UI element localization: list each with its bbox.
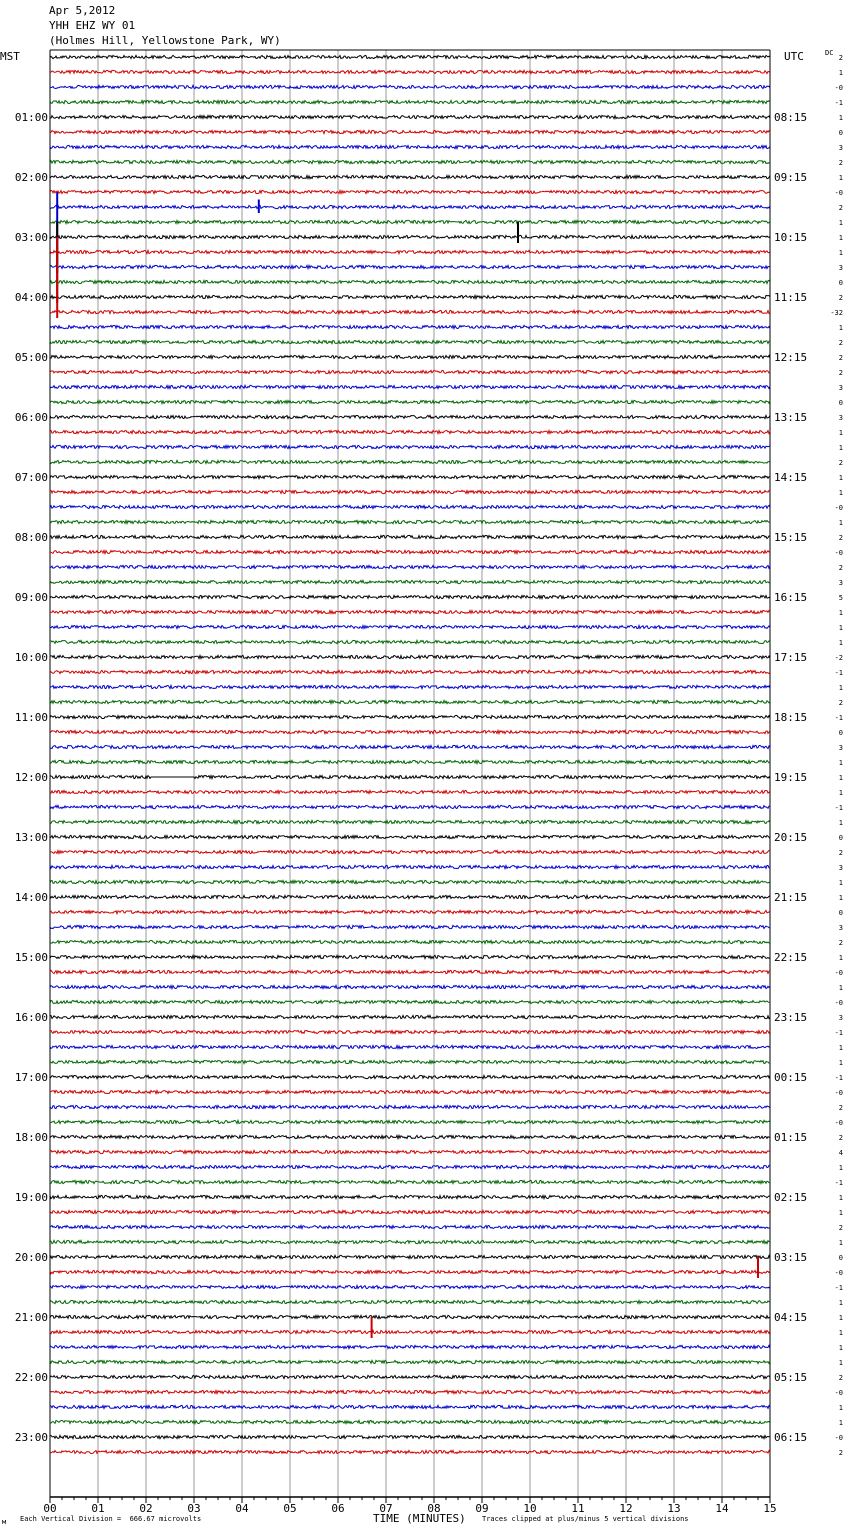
trace-line — [50, 1150, 770, 1153]
dc-offset-value: -1 — [834, 669, 843, 677]
dc-offset-value: -0 — [834, 1269, 843, 1277]
x-tick-label: 10 — [523, 1502, 537, 1515]
scale-note: Each Vertical Division = 666.67 microvolts — [20, 1515, 202, 1523]
hour-label-utc: 08:15 — [774, 111, 808, 124]
dc-offset-value: 2 — [838, 54, 843, 62]
hour-label-local: 07:00 — [14, 471, 48, 484]
trace-line — [50, 1435, 770, 1438]
trace-line — [50, 70, 770, 73]
trace-line — [50, 1105, 770, 1108]
dc-offset-value: 2 — [838, 1449, 843, 1457]
trace-line — [50, 520, 770, 523]
hour-label-utc: 18:15 — [774, 711, 808, 724]
trace-line — [50, 1045, 770, 1048]
dc-offset-value: 1 — [838, 234, 843, 242]
dc-offset-value: 1 — [838, 639, 843, 647]
trace-line — [50, 430, 770, 433]
dc-offset-value: 2 — [838, 849, 843, 857]
trace-line — [50, 205, 770, 208]
dc-offset-value: -0 — [834, 1119, 843, 1127]
dc-offset-value: 1 — [838, 759, 843, 767]
trace-line — [50, 250, 770, 253]
x-tick-label: 12 — [619, 1502, 633, 1515]
dc-offset-value: -0 — [834, 1389, 843, 1397]
hour-label-utc: 06:15 — [774, 1431, 808, 1444]
dc-offset-value: 1 — [838, 69, 843, 77]
dc-offset-value: -1 — [834, 804, 843, 812]
dc-offset-value: 0 — [838, 729, 843, 737]
dc-offset-value: -0 — [834, 969, 843, 977]
trace-line — [50, 670, 770, 673]
dc-offset-value: 1 — [838, 1059, 843, 1067]
dc-offset-value: 1 — [838, 249, 843, 257]
dc-offset-value: 3 — [838, 579, 843, 587]
hour-label-local: 02:00 — [14, 171, 48, 184]
dc-offset-value: 3 — [838, 1014, 843, 1022]
trace-line — [50, 1180, 770, 1183]
trace-line — [50, 610, 770, 613]
dc-offset-value: 0 — [838, 279, 843, 287]
trace-line — [50, 625, 770, 628]
trace-line — [50, 640, 770, 643]
station-code: YHH EHZ WY 01 — [49, 19, 136, 32]
hour-label-utc: 13:15 — [774, 411, 808, 424]
trace-line — [50, 1405, 770, 1408]
dc-offset-value: 1 — [838, 174, 843, 182]
trace-line — [50, 775, 770, 778]
dc-offset-value: 1 — [838, 474, 843, 482]
trace-line — [50, 1420, 770, 1423]
dc-offset-value: -1 — [834, 1074, 843, 1082]
trace-line — [50, 1375, 770, 1378]
hour-label-local: 18:00 — [14, 1131, 48, 1144]
trace-line — [50, 1360, 770, 1363]
dc-offset-value: 3 — [838, 924, 843, 932]
trace-line — [50, 505, 770, 508]
x-tick-label: 05 — [283, 1502, 297, 1515]
dc-offset-value: 2 — [838, 459, 843, 467]
x-tick-label: 15 — [763, 1502, 777, 1515]
hour-label-utc: 11:15 — [774, 291, 808, 304]
dc-offset-value: 1 — [838, 684, 843, 692]
clip-note: Traces clipped at plus/minus 5 vertical divisions — [482, 1515, 689, 1523]
dc-offset-value: -2 — [834, 654, 843, 662]
hour-label-local: 06:00 — [14, 411, 48, 424]
trace-line — [50, 220, 770, 223]
trace-line — [50, 1120, 770, 1123]
hour-label-local: 09:00 — [14, 591, 48, 604]
trace-line — [50, 880, 770, 883]
trace-line — [50, 1240, 770, 1243]
trace-line — [50, 970, 770, 973]
hour-label-utc: 15:15 — [774, 531, 808, 544]
hour-label-local: 10:00 — [14, 651, 48, 664]
dc-offset-value: 3 — [838, 864, 843, 872]
trace-line — [50, 760, 770, 763]
hour-label-utc: 21:15 — [774, 891, 808, 904]
dc-offset-value: -1 — [834, 714, 843, 722]
dc-offset-value: 2 — [838, 339, 843, 347]
trace-line — [50, 940, 770, 943]
trace-line — [50, 1450, 770, 1453]
dc-offset-value: 0 — [838, 1254, 843, 1262]
dc-offset-value: -0 — [834, 1089, 843, 1097]
dc-offset-value: 1 — [838, 879, 843, 887]
dc-offset-value: 4 — [838, 1149, 843, 1157]
x-tick-label: 07 — [379, 1502, 393, 1515]
trace-line — [50, 1090, 770, 1093]
logo-mark: м — [2, 1518, 7, 1526]
hour-label-utc: 01:15 — [774, 1131, 808, 1144]
x-axis-title: TIME (MINUTES) — [373, 1512, 466, 1525]
hour-label-utc: 10:15 — [774, 231, 808, 244]
dc-offset-value: -0 — [834, 1434, 843, 1442]
dc-offset-value: 2 — [838, 564, 843, 572]
station-location: (Holmes Hill, Yellowstone Park, WY) — [49, 34, 281, 47]
hour-label-local: 04:00 — [14, 291, 48, 304]
hour-label-utc: 12:15 — [774, 351, 808, 364]
x-tick-label: 03 — [187, 1502, 201, 1515]
trace-line — [50, 280, 770, 283]
hour-label-utc: 22:15 — [774, 951, 808, 964]
dc-offset-value: 2 — [838, 1104, 843, 1112]
trace-line — [50, 1195, 770, 1198]
dc-offset-value: -32 — [830, 309, 843, 317]
dc-offset-value: -0 — [834, 189, 843, 197]
dc-offset-value: 2 — [838, 1224, 843, 1232]
dc-offset-value: 2 — [838, 354, 843, 362]
trace-line — [50, 1165, 770, 1168]
hour-label-local: 11:00 — [14, 711, 48, 724]
dc-offset-value: 2 — [838, 939, 843, 947]
hour-label-utc: 14:15 — [774, 471, 808, 484]
trace-line — [50, 325, 770, 328]
x-tick-label: 00 — [43, 1502, 57, 1515]
dc-offset-header: DC — [825, 49, 834, 57]
dc-offset-value: 1 — [838, 519, 843, 527]
dc-offset-value: -1 — [834, 1284, 843, 1292]
trace-line — [50, 85, 770, 88]
trace-line — [50, 1075, 770, 1078]
dc-offset-value: 1 — [838, 954, 843, 962]
dc-offset-value: 1 — [838, 1404, 843, 1412]
dc-offset-value: -0 — [834, 999, 843, 1007]
hour-label-local: 14:00 — [14, 891, 48, 904]
x-tick-label: 01 — [91, 1502, 105, 1515]
hour-label-local: 03:00 — [14, 231, 48, 244]
hour-label-local: 15:00 — [14, 951, 48, 964]
dc-offset-value: 0 — [838, 399, 843, 407]
dc-offset-value: 1 — [838, 489, 843, 497]
trace-line — [50, 400, 770, 403]
trace-line — [50, 685, 770, 688]
trace-line — [50, 1000, 770, 1003]
dc-offset-value: 1 — [838, 1299, 843, 1307]
trace-line — [50, 895, 770, 898]
dc-offset-value: -0 — [834, 84, 843, 92]
trace-line — [50, 145, 770, 148]
trace-line — [50, 1015, 770, 1018]
hour-label-utc: 20:15 — [774, 831, 808, 844]
hour-label-utc: 03:15 — [774, 1251, 808, 1264]
trace-line — [50, 655, 770, 658]
trace-line — [50, 745, 770, 748]
trace-line — [50, 160, 770, 163]
dc-offset-value: -1 — [834, 1029, 843, 1037]
dc-offset-value: 1 — [838, 1359, 843, 1367]
dc-offset-value: 0 — [838, 909, 843, 917]
trace-line — [50, 1300, 770, 1303]
dc-offset-value: 1 — [838, 1239, 843, 1247]
dc-offset-value: 1 — [838, 1314, 843, 1322]
trace-line — [50, 820, 770, 823]
dc-offset-value: 3 — [838, 144, 843, 152]
dc-offset-value: 1 — [838, 429, 843, 437]
dc-offset-value: 3 — [838, 384, 843, 392]
dc-offset-value: 1 — [838, 819, 843, 827]
hour-label-utc: 19:15 — [774, 771, 808, 784]
hour-label-utc: 02:15 — [774, 1191, 808, 1204]
trace-line — [50, 790, 770, 793]
trace-line — [50, 700, 770, 703]
trace-line — [50, 445, 770, 448]
dc-offset-value: 2 — [838, 1374, 843, 1382]
hour-label-local: 16:00 — [14, 1011, 48, 1024]
trace-line — [50, 1345, 770, 1348]
dc-offset-value: 2 — [838, 369, 843, 377]
trace-line — [50, 985, 770, 988]
hour-label-utc: 09:15 — [774, 171, 808, 184]
dc-offset-value: 2 — [838, 699, 843, 707]
trace-line — [50, 850, 770, 853]
trace-line — [50, 355, 770, 358]
trace-line — [50, 535, 770, 538]
dc-offset-value: 1 — [838, 1329, 843, 1337]
hour-label-local: 21:00 — [14, 1311, 48, 1324]
trace-line — [50, 370, 770, 373]
x-tick-label: 11 — [571, 1502, 585, 1515]
x-tick-label: 02 — [139, 1502, 153, 1515]
trace-line — [50, 310, 770, 313]
trace-line — [50, 1060, 770, 1063]
x-tick-label: 14 — [715, 1502, 729, 1515]
dc-offset-value: 1 — [838, 1344, 843, 1352]
trace-line — [50, 100, 770, 103]
hour-label-utc: 05:15 — [774, 1371, 808, 1384]
trace-line — [50, 835, 770, 838]
trace-line — [50, 295, 770, 298]
dc-offset-value: 1 — [838, 789, 843, 797]
trace-line — [50, 1225, 770, 1228]
dc-offset-value: 2 — [838, 294, 843, 302]
trace-line — [50, 415, 770, 418]
trace-line — [50, 1390, 770, 1393]
x-tick-label: 13 — [667, 1502, 681, 1515]
dc-offset-value: 1 — [838, 984, 843, 992]
hour-label-utc: 04:15 — [774, 1311, 808, 1324]
dc-offset-value: 1 — [838, 1209, 843, 1217]
trace-line — [50, 265, 770, 268]
hour-label-local: 08:00 — [14, 531, 48, 544]
trace-line — [50, 955, 770, 958]
trace-line — [50, 1285, 770, 1288]
hour-label-local: 17:00 — [14, 1071, 48, 1084]
dc-offset-value: 5 — [838, 594, 843, 602]
trace-line — [50, 595, 770, 598]
dc-offset-value: 1 — [838, 624, 843, 632]
dc-offset-value: 0 — [838, 129, 843, 137]
trace-line — [50, 340, 770, 343]
dc-offset-value: 2 — [838, 159, 843, 167]
hour-label-utc: 00:15 — [774, 1071, 808, 1084]
dc-offset-value: 1 — [838, 1164, 843, 1172]
hour-label-local: 01:00 — [14, 111, 48, 124]
dc-offset-value: 0 — [838, 834, 843, 842]
utc-time-label: UTC — [784, 50, 804, 63]
dc-offset-value: 3 — [838, 414, 843, 422]
hour-label-utc: 17:15 — [774, 651, 808, 664]
hour-label-local: 22:00 — [14, 1371, 48, 1384]
dc-offset-value: -0 — [834, 549, 843, 557]
dc-offset-value: 1 — [838, 609, 843, 617]
dc-offset-value: 1 — [838, 1194, 843, 1202]
trace-line — [50, 1270, 770, 1273]
trace-line — [50, 1210, 770, 1213]
x-tick-label: 08 — [427, 1502, 441, 1515]
x-tick-label: 04 — [235, 1502, 249, 1515]
hour-label-local: 13:00 — [14, 831, 48, 844]
hour-label-local: 19:00 — [14, 1191, 48, 1204]
trace-line — [50, 565, 770, 568]
trace-line — [50, 385, 770, 388]
dc-offset-value: -0 — [834, 504, 843, 512]
hour-label-local: 20:00 — [14, 1251, 48, 1264]
trace-line — [50, 115, 770, 118]
trace-line — [50, 490, 770, 493]
trace-line — [50, 235, 770, 238]
dc-offset-value: 1 — [838, 894, 843, 902]
trace-line — [50, 175, 770, 178]
trace-line — [50, 715, 770, 718]
dc-offset-value: 3 — [838, 744, 843, 752]
dc-offset-value: 1 — [838, 444, 843, 452]
x-tick-label: 09 — [475, 1502, 489, 1515]
hour-label-local: 12:00 — [14, 771, 48, 784]
dc-offset-value: 2 — [838, 204, 843, 212]
hour-label-utc: 23:15 — [774, 1011, 808, 1024]
trace-line — [50, 475, 770, 478]
dc-offset-value: 1 — [838, 219, 843, 227]
dc-offset-value: 1 — [838, 774, 843, 782]
trace-line — [50, 925, 770, 928]
local-time-label: MST — [0, 50, 20, 63]
trace-line — [50, 1030, 770, 1033]
trace-line — [50, 550, 770, 553]
trace-line — [50, 910, 770, 913]
trace-line — [50, 130, 770, 133]
dc-offset-value: 1 — [838, 1044, 843, 1052]
trace-line — [50, 1135, 770, 1138]
trace-line — [50, 580, 770, 583]
hour-label-local: 05:00 — [14, 351, 48, 364]
trace-line — [50, 1315, 770, 1318]
trace-line — [50, 805, 770, 808]
trace-line — [50, 1255, 770, 1258]
trace-line — [50, 865, 770, 868]
trace-line — [50, 730, 770, 733]
x-tick-label: 06 — [331, 1502, 345, 1515]
dc-offset-value: 3 — [838, 264, 843, 272]
trace-line — [50, 190, 770, 193]
hour-label-local: 23:00 — [14, 1431, 48, 1444]
hour-label-utc: 16:15 — [774, 591, 808, 604]
dc-offset-value: -1 — [834, 99, 843, 107]
record-date: Apr 5,2012 — [49, 4, 116, 17]
dc-offset-value: 2 — [838, 1134, 843, 1142]
dc-offset-value: 2 — [838, 534, 843, 542]
trace-line — [50, 460, 770, 463]
trace-line — [50, 1330, 770, 1333]
dc-offset-value: 1 — [838, 324, 843, 332]
trace-line — [50, 55, 770, 58]
dc-offset-value: 1 — [838, 114, 843, 122]
dc-offset-value: -1 — [834, 1179, 843, 1187]
dc-offset-value: 1 — [838, 1419, 843, 1427]
